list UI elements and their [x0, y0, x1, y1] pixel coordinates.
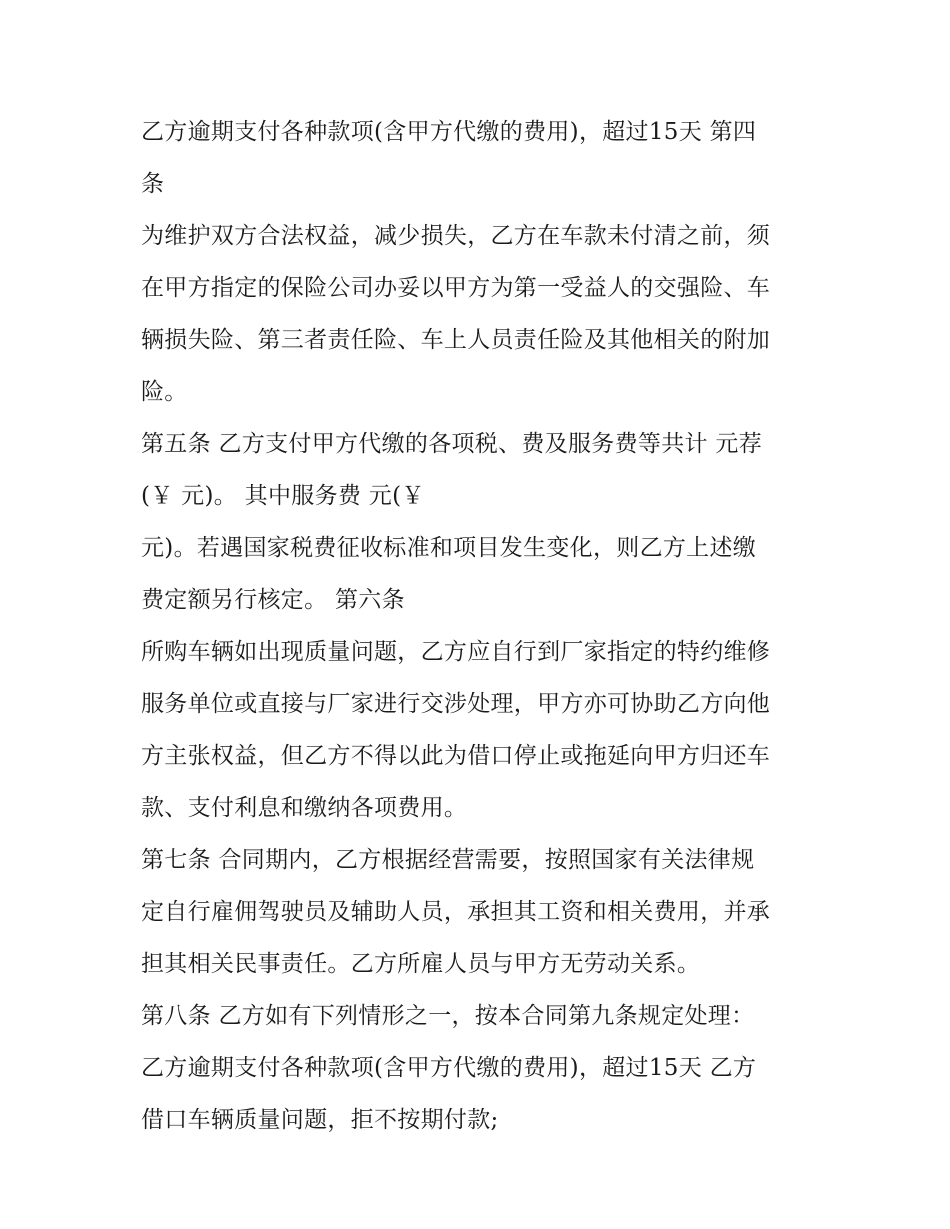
text-line: 险。 — [141, 379, 188, 405]
text-line: 定自行雇佣驾驶员及辅助人员，承担其工资和相关费用，并承 — [141, 899, 771, 925]
text-line: 第八条 乙方如有下列情形之一，按本合同第九条规定处理： — [141, 1003, 755, 1029]
text-line: 第七条 合同期内，乙方根据经营需要，按照国家有关法律规 — [141, 847, 755, 873]
text-line: 方主张权益，但乙方不得以此为借口停止或拖延向甲方归还车 — [141, 743, 771, 769]
text-line: 第五条 乙方支付甲方代缴的各项税、费及服务费等共计 元荐 — [141, 431, 763, 457]
text-line: 乙方逾期支付各种款项(含甲方代缴的费用)，超过15天 乙方 — [141, 1055, 757, 1081]
text-line: 乙方逾期支付各种款项(含甲方代缴的费用)，超过15天 第四 — [141, 119, 757, 145]
text-line: 在甲方指定的保险公司办妥以甲方为第一受益人的交强险、车 — [141, 275, 771, 301]
contract-text — [141, 106, 831, 1146]
text-line: 服务单位或直接与厂家进行交涉处理，甲方亦可协助乙方向他 — [141, 691, 771, 717]
text-line: 辆损失险、第三者责任险、车上人员责任险及其他相关的附加 — [141, 327, 771, 353]
text-line: 费定额另行核定。 第六条 — [141, 587, 405, 613]
text-line: 为维护双方合法权益，减少损失，乙方在车款未付清之前，须 — [141, 223, 771, 249]
text-line: 元)。若遇国家税费征收标准和项目发生变化，则乙方上述缴 — [141, 535, 757, 561]
text-line: 借口车辆质量问题，拒不按期付款; — [141, 1107, 499, 1133]
text-line: (￥ 元)。 其中服务费 元(￥ — [141, 483, 425, 509]
text-line: 条 — [141, 171, 165, 197]
text-line: 担其相关民事责任。乙方所雇人员与甲方无劳动关系。 — [141, 951, 701, 977]
text-line: 所购车辆如出现质量问题，乙方应自行到厂家指定的特约维修 — [141, 639, 771, 665]
text-line: 款、支付利息和缴纳各项费用。 — [141, 795, 468, 821]
